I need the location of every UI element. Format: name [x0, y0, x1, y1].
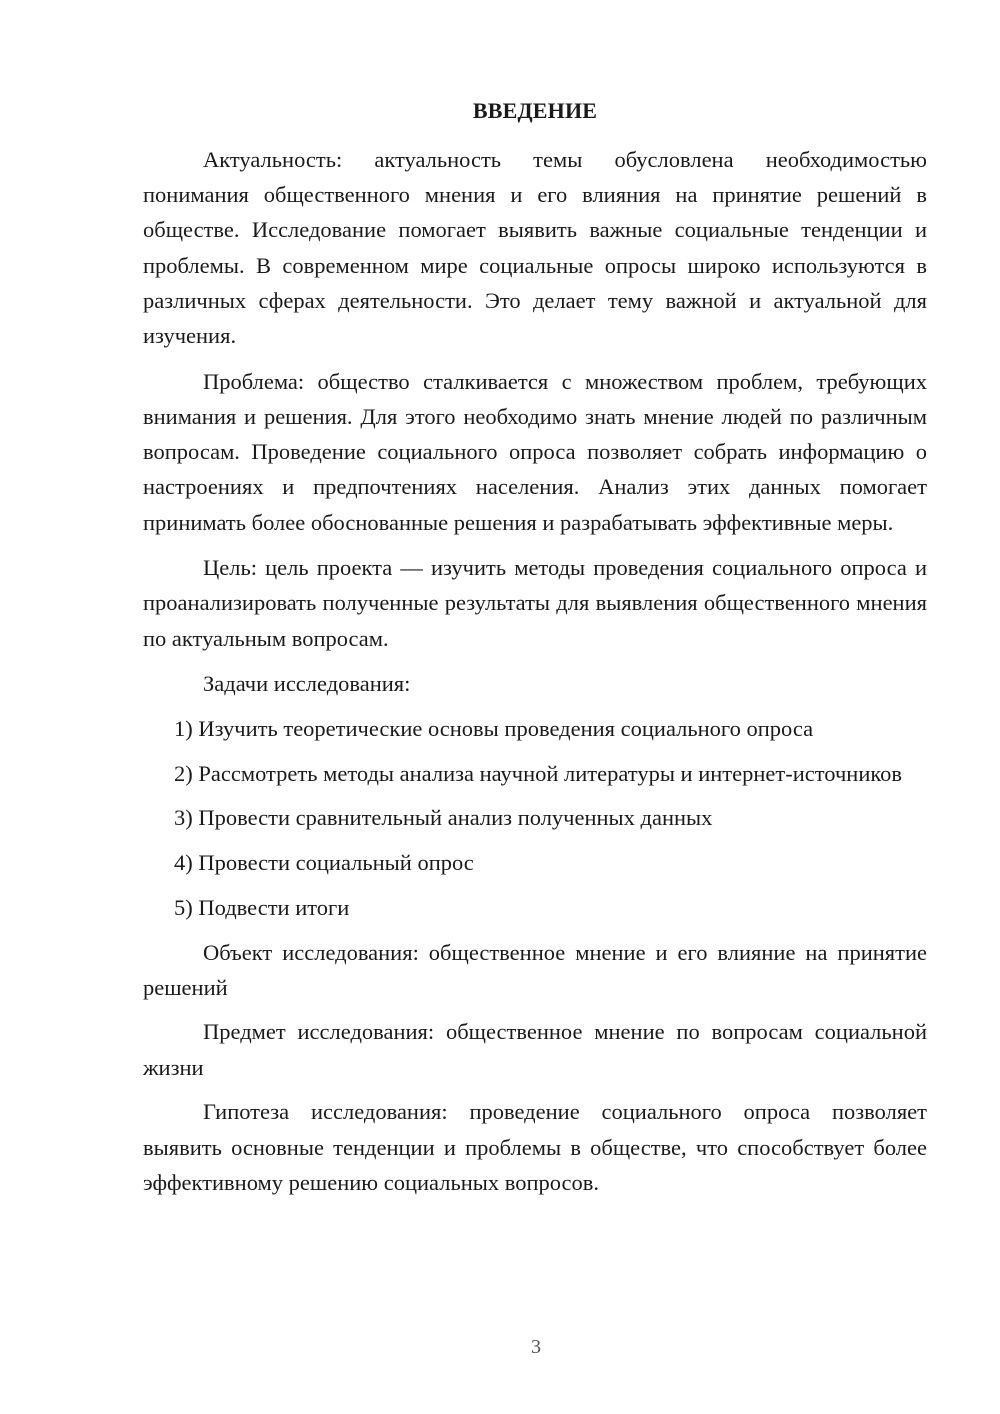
paragraph-tasks-heading: Задачи исследования: [203, 671, 411, 697]
task-item: 1) Изучить теоретические основы проведения социального опроса [174, 716, 814, 742]
task-item: 3) Провести сравнительный анализ полученных данных [174, 805, 713, 831]
paragraph-hypothesis: Гипотеза исследования: проведение социального опроса позволяет выявить основные тенденции и проблемы в обществе, что способствует более эффективному решению социальных вопросов. [143, 1099, 927, 1195]
document-body [143, 142, 927, 1200]
paragraph-problem: Проблема: общество сталкивается с множеством проблем, требующих внимания и решения. Для этого необходимо знать мнение людей по различным вопросам. Проведение социального опроса позволяет собрать информацию о настроениях и предпочтениях населения. Анализ этих данных помогает принимать более обоснованные решения и разрабатывать эффективные меры. [143, 368, 927, 535]
task-item: 4) Провести социальный опрос [174, 850, 474, 876]
task-item: 2) Рассмотреть методы анализа научной литературы и интернет-источников [174, 760, 903, 786]
page-number: 3 [531, 1336, 541, 1358]
paragraph-relevance: Актуальность: актуальность темы обусловлена необходимостью понимания общественного мнения и его влияния на принятие решений в обществе. Исследование помогает выявить важные социальные тенденции и проблемы. В современном мире социальные опросы широко используются в различных сферах деятельности. Это делает тему важной и актуальной для изучения. [143, 147, 927, 349]
task-item: 5) Подвести итоги [174, 894, 350, 920]
page-title: ВВЕДЕНИЕ [472, 98, 598, 123]
paragraph-object: Объект исследования: общественное мнение и его влияние на принятие решений [143, 939, 927, 1000]
paragraph-subject: Предмет исследования: общественное мнение по вопросам социальной жизни [143, 1019, 927, 1080]
paragraph-goal: Цель: цель проекта — изучить методы проведения социального опроса и проанализировать полученные результаты для выявления общественного мнения по актуальным вопросам. [143, 555, 927, 651]
